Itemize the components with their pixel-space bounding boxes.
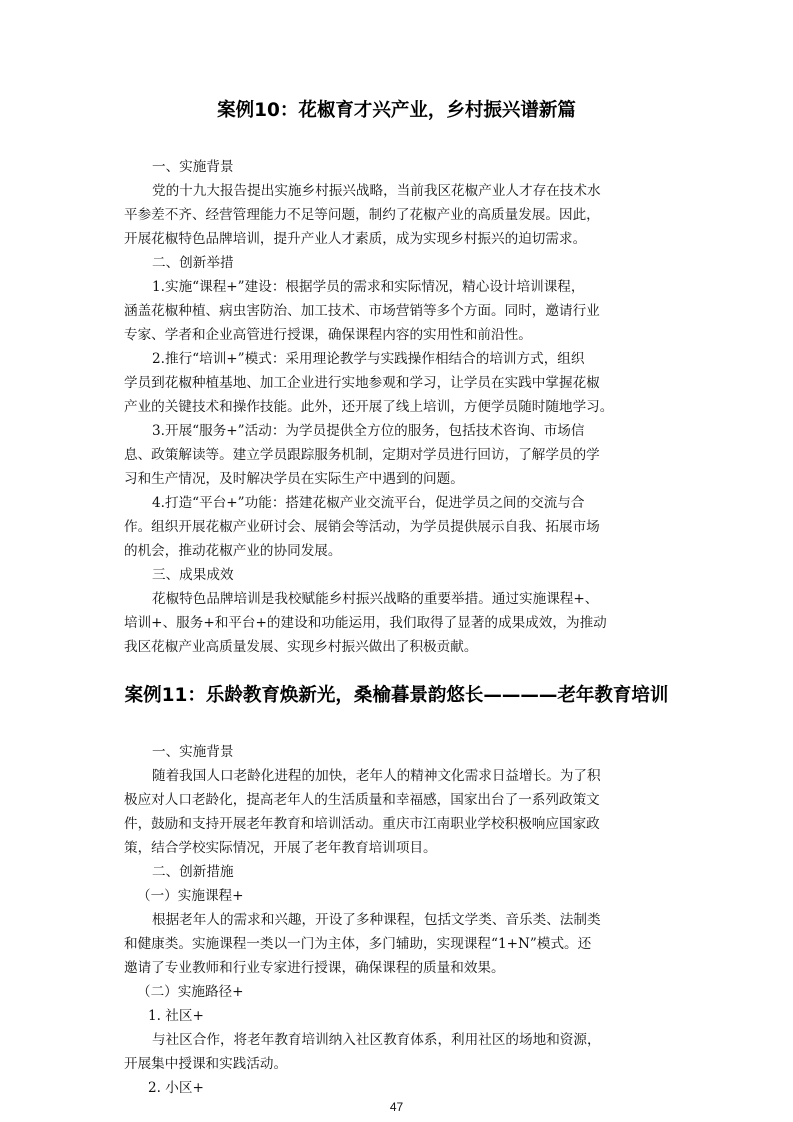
case10-paragraph-line: 息、政策解读等。建立学员跟踪服务机制，定期对学员进行回访，了解学员的学 — [124, 447, 600, 463]
case11-paragraph-line: 随着我国人口老龄化进程的加快，老年人的精神文化需求日益增长。为了积 — [152, 768, 601, 784]
case11-subheading-courses: （一）实施课程+ — [137, 888, 244, 904]
case10-paragraph-line: 党的十九大报告提出实施乡村振兴战略，当前我区花椒产业人才存在技术水 — [152, 183, 601, 199]
case10-paragraph-line: 专家、学者和企业高管进行授课，确保课程内容的实用性和前沿性。 — [124, 327, 532, 343]
case10-heading-measures: 二、创新举措 — [152, 255, 234, 271]
case11-paragraph-line: 开展集中授课和实践活动。 — [124, 1056, 288, 1072]
case10-heading-results: 三、成果成效 — [152, 567, 234, 583]
case11-subheading-paths: （二）实施路径+ — [137, 984, 244, 1000]
case11-paragraph-line: 极应对人口老龄化，提高老年人的生活质量和幸福感，国家出台了一系列政策文 — [124, 792, 600, 808]
case10-paragraph-line: 习和生产情况，及时解决学员在实际生产中遇到的问题。 — [124, 471, 464, 487]
case10-paragraph-line: 产业的关键技术和操作技能。此外，还开展了线上培训，方便学员随时随地学习。 — [124, 399, 614, 415]
page-number: 47 — [389, 1100, 404, 1114]
case10-title: 案例10：花椒育才兴产业，乡村振兴谱新篇 — [217, 100, 576, 121]
case10-paragraph-line: 开展花椒特色品牌培训，提升产业人才素质，成为实现乡村振兴的迫切需求。 — [124, 231, 587, 247]
case11-item-community: 1. 社区+ — [148, 1008, 204, 1024]
case11-item-neighborhood: 2. 小区+ — [148, 1080, 204, 1096]
case10-paragraph-line: 3.开展“服务+”活动：为学员提供全方位的服务，包括技术咨询、市场信 — [152, 423, 585, 439]
case10-paragraph-line: 4.打造“平台+”功能：搭建花椒产业交流平台，促进学员之间的交流与合 — [152, 495, 585, 511]
case11-paragraph-line: 邀请了专业教师和行业专家进行授课，确保课程的质量和效果。 — [124, 960, 505, 976]
case10-heading-background: 一、实施背景 — [152, 159, 234, 175]
case10-paragraph-line: 花椒特色品牌培训是我校赋能乡村振兴战略的重要举措。通过实施课程+、 — [152, 591, 599, 607]
case10-paragraph-line: 我区花椒产业高质量发展、实现乡村振兴做出了积极贡献。 — [124, 639, 478, 655]
case10-paragraph-line: 涵盖花椒种植、病虫害防治、加工技术、市场营销等多个方面。同时，邀请行业 — [124, 303, 600, 319]
case10-paragraph-line: 培训+、服务+和平台+的建设和功能运用，我们取得了显著的成果成效，为推动 — [124, 615, 607, 631]
case11-paragraph-line: 和健康类。实施课程一类以一门为主体，多门辅助，实现课程“1+N”模式。还 — [124, 936, 592, 952]
case10-paragraph-line: 平参差不齐、经营管理能力不足等问题，制约了花椒产业的高质量发展。因此， — [124, 207, 600, 223]
case10-paragraph-line: 1.实施“课程+”建设：根据学员的需求和实际情况，精心设计培训课程， — [152, 279, 585, 295]
case11-paragraph-line: 件，鼓励和支持开展老年教育和培训活动。重庆市江南职业学校积极响应国家政 — [124, 816, 600, 832]
case11-title: 案例11：乐龄教育焕新光，桑榆暮景韵悠长————老年教育培训 — [124, 685, 669, 706]
case11-heading-background: 一、实施背景 — [152, 744, 234, 760]
case11-paragraph-line: 策，结合学校实际情况，开展了老年教育培训项目。 — [124, 840, 437, 856]
case11-paragraph-line: 与社区合作，将老年教育培训纳入社区教育体系，利用社区的场地和资源， — [152, 1032, 601, 1048]
case10-paragraph-line: 的机会，推动花椒产业的协同发展。 — [124, 543, 342, 559]
case11-paragraph-line: 根据老年人的需求和兴趣，开设了多种课程，包括文学类、音乐类、法制类 — [152, 912, 601, 928]
case10-paragraph-line: 2.推行“培训+”模式：采用理论教学与实践操作相结合的培训方式，组织 — [152, 351, 585, 367]
case11-heading-measures: 二、创新措施 — [152, 864, 234, 880]
case10-paragraph-line: 学员到花椒种植基地、加工企业进行实地参观和学习，让学员在实践中掌握花椒 — [124, 375, 600, 391]
case10-paragraph-line: 作。组织开展花椒产业研讨会、展销会等活动，为学员提供展示自我、拓展市场 — [124, 519, 600, 535]
